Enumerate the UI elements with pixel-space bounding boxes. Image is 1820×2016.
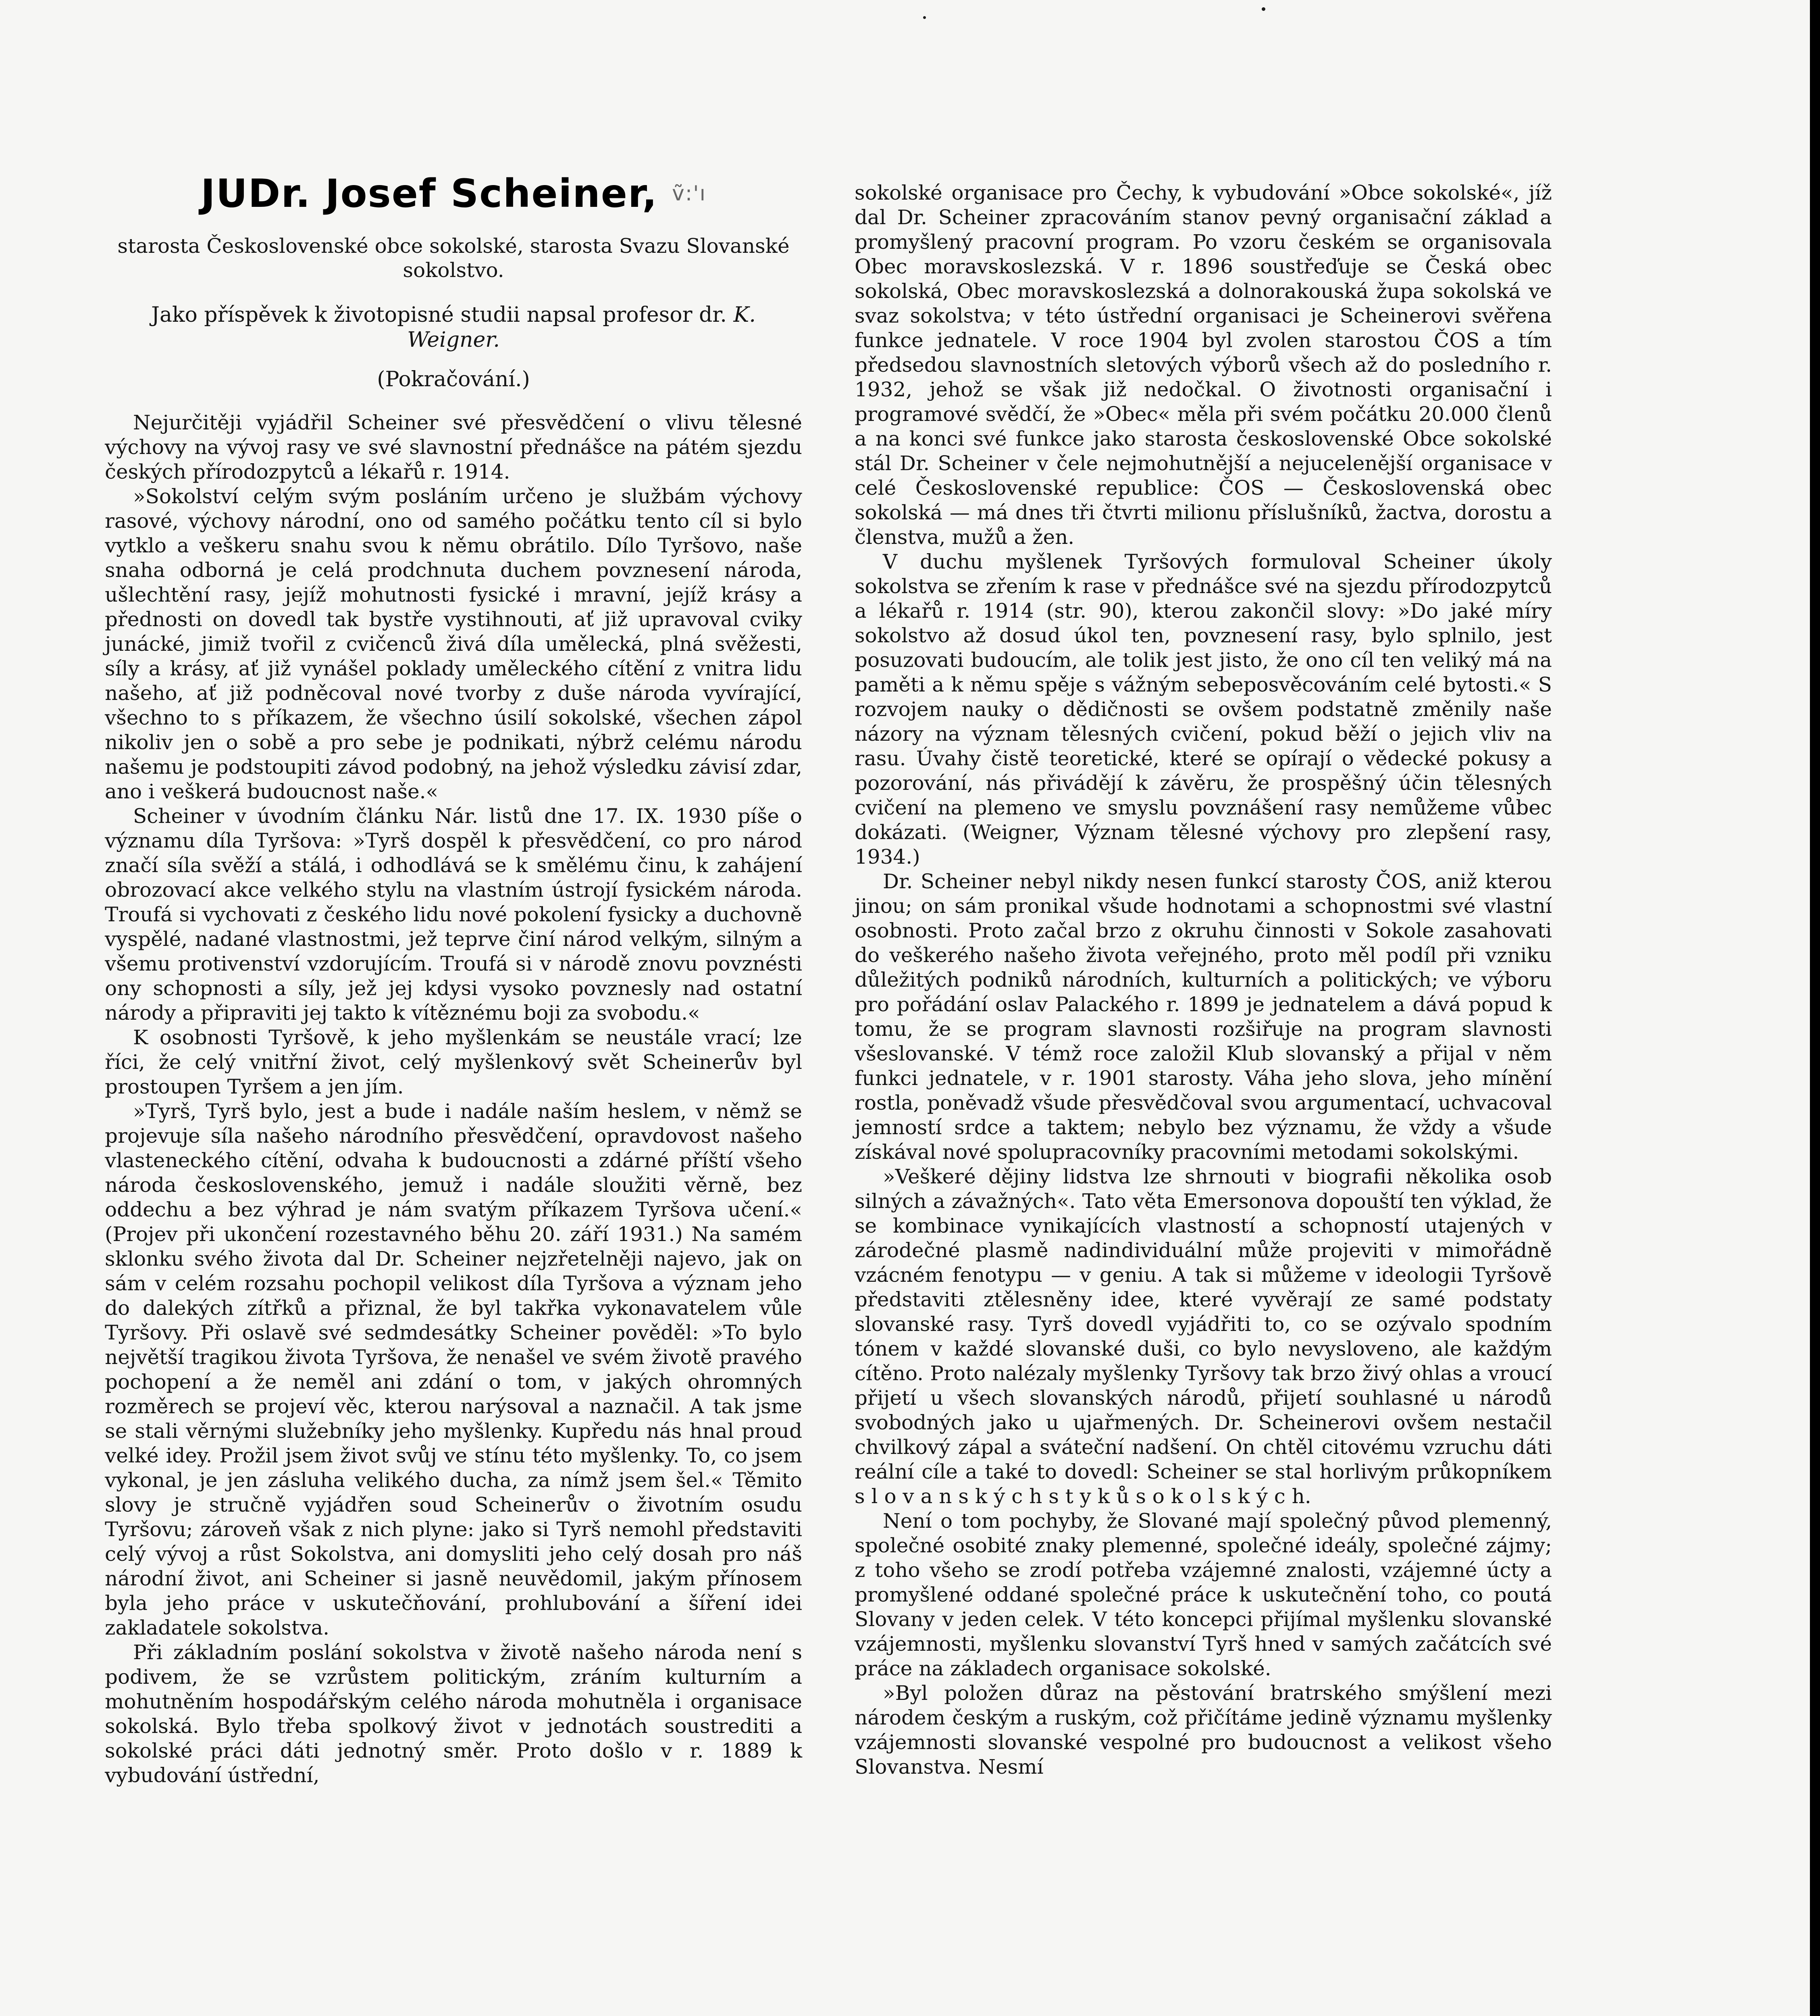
byline-prefix: Jako příspěvek k životopisné studii napsal profesor dr. — [151, 303, 727, 327]
right-column — [855, 181, 1552, 1779]
paragraph: Při základním poslání sokolstva v životě našeho národa není s podivem, že se vzrůstem politickým, zráním kulturním a mohutněním hospodářským celého národa mohutněla i organisace sokolská. Bylo třeba spolkový život v jednotách soustrediti a sokolské práci dáti jednotný směr. Proto došlo v r. 1889 k vybudování ústřední, — [105, 1641, 802, 1787]
title-smudge-mark: ṽ:'ı — [672, 181, 707, 206]
scan-speck — [923, 16, 926, 19]
continuation-note: (Pokračování.) — [377, 367, 530, 392]
left-paragraphs — [105, 410, 802, 1788]
right-paragraphs — [855, 181, 1552, 1779]
byline-author: K. Weigner. — [407, 303, 756, 352]
paragraph: »Veškeré dějiny lidstva lze shrnouti v biografii několika osob silných a závažných«. Tato věta Emersonova dopouští ten výklad, že se kombinace vynikajících vlastností a schopností utajených v zárodečné plasmě nadindividuální může projeviti v mimořádně vzácném fenotypu — v geniu. A tak si můžeme v ideologii Tyršově představiti ztělesněny idee, které vyvěrají ze samé podstaty slovanské rasy. Tyrš dovedl vyjádřiti to, co se ozývalo spodním tónem v každé slovanské duši, co bylo nevysloveno, ale každým cítěno. Proto nalézaly myšlenky Tyršovy tak brzo živý ohlas a vroucí přijetí u všech slovanských národů, přijetí souhlasné u národů svobodných jako u ujařmených. Dr. Scheinerovi ovšem nestačil chvilkový zápal a sváteční nadšení. On chtěl citovému vzruchu dáti reální cíle a také to dovedl: Scheiner se stal horlivým průkopníkem s l o v a n s k ý c h s t y k ů s o k o l s k ý c h. — [855, 1165, 1552, 1508]
paragraph: Není o tom pochyby, že Slované mají společný původ plemenný, společné osobité znaky plemenné, společné ideály, společné zájmy; z toho všeho se zrodí potřeba vzájemné znalosti, vzájemné úcty a promyšlené oddané společné práce k uskutečnění toho, co poutá Slovany v jeden celek. V této koncepci přijímal myšlenku slovanské vzájemnosti, myšlenku slovanství Tyrš hned v samých začátcích své práce na základech organisace sokolské. — [855, 1509, 1552, 1680]
article-subtitle: starosta Československé obce sokolské, starosta Svazu Slovanské sokolstvo. — [117, 234, 790, 282]
paragraph: K osobnosti Tyršově, k jeho myšlenkám se neustále vrací; lze říci, že celý vnitřní život, celý myšlenkový svět Scheinerův byl prostoupen Tyršem a jen jím. — [105, 1026, 802, 1098]
paragraph: »Tyrš, Tyrš bylo, jest a bude i nadále naším heslem, v němž se projevuje síla našeho národního přesvědčení, opravdovost našeho vlasteneckého cítění, odvaha k budoucnosti a zdárné příští všeho národa československého, jemuž i nadále sloužiti věrně, bez oddechu a bez výhrad je nám svatým příkazem Tyršova učení.« (Projev při ukončení rozestavného běhu 20. září 1931.) Na samém sklonku svého života dal Dr. Scheiner nejzřetelněji najevo, jak on sám v celém rozsahu pochopil velikost díla Tyršova a význam jeho do dalekých zítřků a přiznal, že byl takřka vykonavatelem vůle Tyršovy. Při oslavě své sedmdesátky Scheiner pověděl: »To bylo největší tragikou života Tyršova, že nenašel ve svém životě pravého pochopení a že neměl ani zdání o tom, v jakých ohromných rozměrech se projeví věc, kterou narýsoval a naznačil. A tak jsme se stali věrnými služebníky jeho myšlenky. Kupředu nás hnal proud velké idey. Prožil jsem život svůj ve stínu této myšlenky. To, co jsem vykonal, je jen zásluha velikého ducha, za nímž jsem šel.« Těmito slovy je stručně vyjádřen soud Scheinerův o životním osudu Tyršovu; zároveň však z nich plyne: jako si Tyrš nemohl představiti celý vývoj a růst Sokolstva, ani domysliti jeho celý dosah pro náš národní život, ani Scheiner si jasně neuvědomil, jakým přínosem byla jeho práce v uskutečňování, prohlubování a šíření idei zakladatele sokolstva. — [105, 1100, 802, 1639]
article-byline — [105, 302, 802, 352]
left-column — [105, 169, 802, 1788]
paragraph: V duchu myšlenek Tyršových formuloval Scheiner úkoly sokolstva se zřením k rase v přednášce své na sjezdu přírodozpytců a lékařů r. 1914 (str. 90), kterou zakončil slovy: »Do jaké míry sokolstvo až dosud úkol ten, povznesení rasy, bylo splnilo, jest posuzovati budoucím, ale tolik jest jisto, že ono cíl ten veliký má na paměti a k němu spěje s vážným sebeposvěcováním celé bytosti.« S rozvojem nauky o dědičnosti se ovšem podstatně změnily naše názory na význam tělesných cvičení, pokud běží o jejich vliv na rasu. Úvahy čistě teoretické, které se opírají o vědecké pokusy a pozorování, nás přivádějí k závěru, že prospěšný účin tělesných cvičení na plemeno ve smyslu povznášení rasy nemůžeme vůbec dokázati. (Weigner, Význam tělesné výchovy pro zlepšení rasy, 1934.) — [855, 550, 1552, 868]
paragraph: sokolské organisace pro Čechy, k vybudování »Obce sokolské«, jíž dal Dr. Scheiner zpracováním stanov pevný organisační základ a promyšlený pracovní program. Po vzoru českém se organisovala Obec moravskoslezská. V r. 1896 soustřeďuje se Česká obec sokolská, Obec moravskoslezská a dolnorakouská župa sokolská ve svaz sokolstva; v této ústřední organisaci je Scheinerovi svěřena funkce jednatele. V roce 1904 byl zvolen starostou ČOS a tím předsedou slavnostních sletových výborů všech až do posledního r. 1932, jehož se však již nedočkal. O životnosti organisační i programové svědčí, že »Obec« měla při svém počátku 20.000 členů a na konci své funkce jako starosta československé Obce sokolské stál Dr. Scheiner v čele nejmohutnější a nejucelenější organisace v celé Československé republice: ČOS — Československá obec sokolská — má dnes tři čtvrti milionu příslušníků, žactva, dorostu a členstva, mužů a žen. — [855, 181, 1552, 549]
scan-speck — [1262, 7, 1265, 11]
paragraph: »Sokolství celým svým posláním určeno je službám výchovy rasové, výchovy národní, ono od samého počátku tento cíl si bylo vytklo a veškeru snahu svou k němu obrátilo. Dílo Tyršovo, naše snaha odborná je celá prodchnuta duchem povznesení národa, ušlechtění rasy, jejíž mohutnosti fysické i mravní, jejíž krásy a přednosti on dovedl tak bystře vystihnouti, ať již upravoval cviky junácké, jimiž tvořil z cvičenců živá díla umělecká, plná svěžesti, síly a krásy, ať již vynášel poklady uměleckého cítění z vnitra lidu našeho, ať již podněcoval nové tvorby z duše národa vyvírající, všechno to s příkazem, že všechno úsilí sokolské, všechen zápol nikoliv jen o sobě a pro sebe je podnikati, nýbrž celému národu našemu je podstoupiti závod podobný, na jehož výsledku závisí zdar, ano i veškerá budoucnost naše.« — [105, 485, 802, 803]
paragraph: »Byl položen důraz na pěstování bratrského smýšlení mezi národem českým a ruským, což přičítáme jedině významu myšlenky vzájemnosti slovanské vespolné pro budoucnost a velikost všeho Slovanstva. Nesmí — [855, 1681, 1552, 1779]
paragraph: Nejurčitěji vyjádřil Scheiner své přesvědčení o vlivu tělesné výchovy na vývoj rasy ve své slavnostní přednášce na pátém sjezdu českých přírodozpytců a lékařů r. 1914. — [105, 411, 802, 483]
paragraph: Dr. Scheiner nebyl nikdy nesen funkcí starosty ČOS, aniž kterou jinou; on sám pronikal všude hodnotami a schopnostmi své vlastní osobnosti. Proto začal brzo z okruhu činnosti v Sokole zasahovati do veškerého našeho života veřejného, proto měl podíl při vzniku důležitých podniků národních, kulturních a politických; ve výboru pro pořádání oslav Palackého r. 1899 je jednatelem a dává popud k tomu, že se program slavnosti rozšiřuje na program slavnosti všeslovanské. V témž roce založil Klub slovanský a přijal v něm funkci jednatele, v r. 1901 starosty. Váha jeho slova, jeho mínění rostla, poněvadž všude přesvědčoval svou argumentací, uchvacoval jemností srdce a taktem; nebylo bez významu, že vždy a všude získával nové spolupracovníky pracovními metodami sokolskými. — [855, 870, 1552, 1164]
article-title — [105, 169, 802, 218]
paragraph: Scheiner v úvodním článku Nár. listů dne 17. IX. 1930 píše o významu díla Tyršova: »Tyrš dospěl k přesvědčení, co pro národ značí síla svěží a stálá, i odhodlává se k smělému činu, k zahájení obrozovací akce velkého stylu na vlastním ústrojí fysickém národa. Troufá si vychovati z českého lidu nové pokolení fysicky a duchovně vyspělé, nadané vlastnostmi, jež teprve činí národ velkým, silným a všemu protivenství vzdorujícím. Troufá si v národě znovu povznésti ony schopnosti a síly, jež jej kdysi vysoko povznesly nad ostatní národy a připraviti jej takto k vítěznému boji za svobodu.« — [105, 804, 802, 1025]
scan-edge — [1810, 0, 1820, 2016]
article-title-text: JUDr. Josef Scheiner, — [200, 171, 658, 216]
